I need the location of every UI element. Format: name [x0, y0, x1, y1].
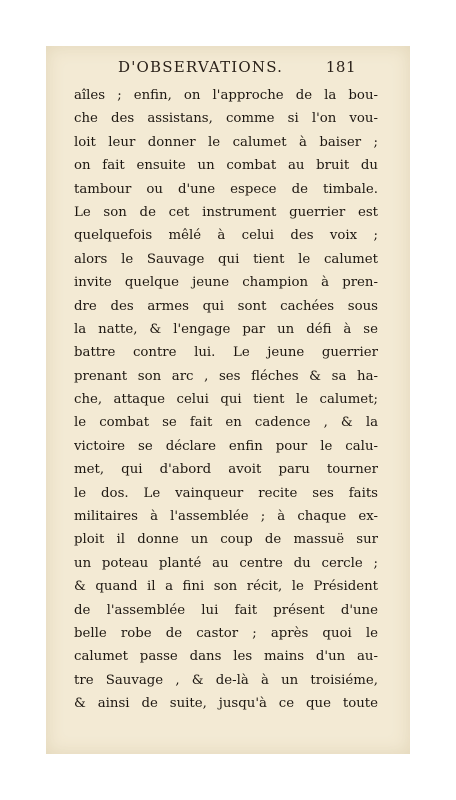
- text-line: & quand il a fini son récit, le Président: [74, 579, 378, 595]
- text-line: un poteau planté au centre du cercle ;: [74, 555, 378, 571]
- text-line: on fait ensuite un combat au bruit du: [74, 158, 378, 174]
- text-line: che des assistans, comme si l'on vou-: [74, 111, 378, 127]
- text-line: la natte, & l'engage par un défi à se: [74, 321, 378, 337]
- text-line: de l'assemblée lui fait présent d'une: [74, 602, 378, 618]
- body-text: [74, 84, 378, 716]
- text-line: met, qui d'abord avoit paru tourner: [74, 462, 378, 478]
- text-line: le combat se fait en cadence , & la: [74, 415, 378, 431]
- text-line: dre des armes qui sont cachées sous: [74, 298, 378, 314]
- page-number: 181: [325, 58, 356, 76]
- text-line: Le son de cet instrument guerrier est: [74, 204, 378, 220]
- running-title: D'OBSERVATIONS.: [118, 58, 284, 76]
- text-line: le dos. Le vainqueur recite ses faits: [74, 485, 378, 501]
- text-line: loit leur donner le calumet à baiser ;: [74, 134, 378, 150]
- text-line: quelquefois mêlé à celui des voix ;: [74, 228, 378, 244]
- text-line: battre contre lui. Le jeune guerrier: [74, 345, 378, 361]
- book-page: [46, 46, 410, 754]
- text-line: prenant son arc , ses fléches & sa ha-: [74, 368, 378, 384]
- text-line: militaires à l'assemblée ; à chaque ex-: [74, 509, 378, 525]
- text-line: victoire se déclare enfin pour le calu-: [74, 438, 378, 454]
- text-line: belle robe de castor ; après quoi le: [74, 625, 378, 641]
- text-line: aîles ; enfin, on l'approche de la bou-: [74, 88, 378, 103]
- text-line: tre Sauvage , & de-là à un troisiéme,: [74, 672, 378, 688]
- running-head: [118, 58, 356, 82]
- text-line: che, attaque celui qui tient le calumet;: [74, 392, 378, 408]
- text-line: ploit il donne un coup de massuë sur: [74, 532, 378, 548]
- text-line: calumet passe dans les mains d'un au-: [74, 649, 378, 665]
- text-line: tambour ou d'une espece de timbale.: [74, 181, 378, 197]
- text-line: & ainsi de suite, jusqu'à ce que toute: [74, 696, 378, 712]
- text-line: invite quelque jeune champion à pren-: [74, 275, 378, 291]
- text-line: alors le Sauvage qui tient le calumet: [74, 251, 378, 267]
